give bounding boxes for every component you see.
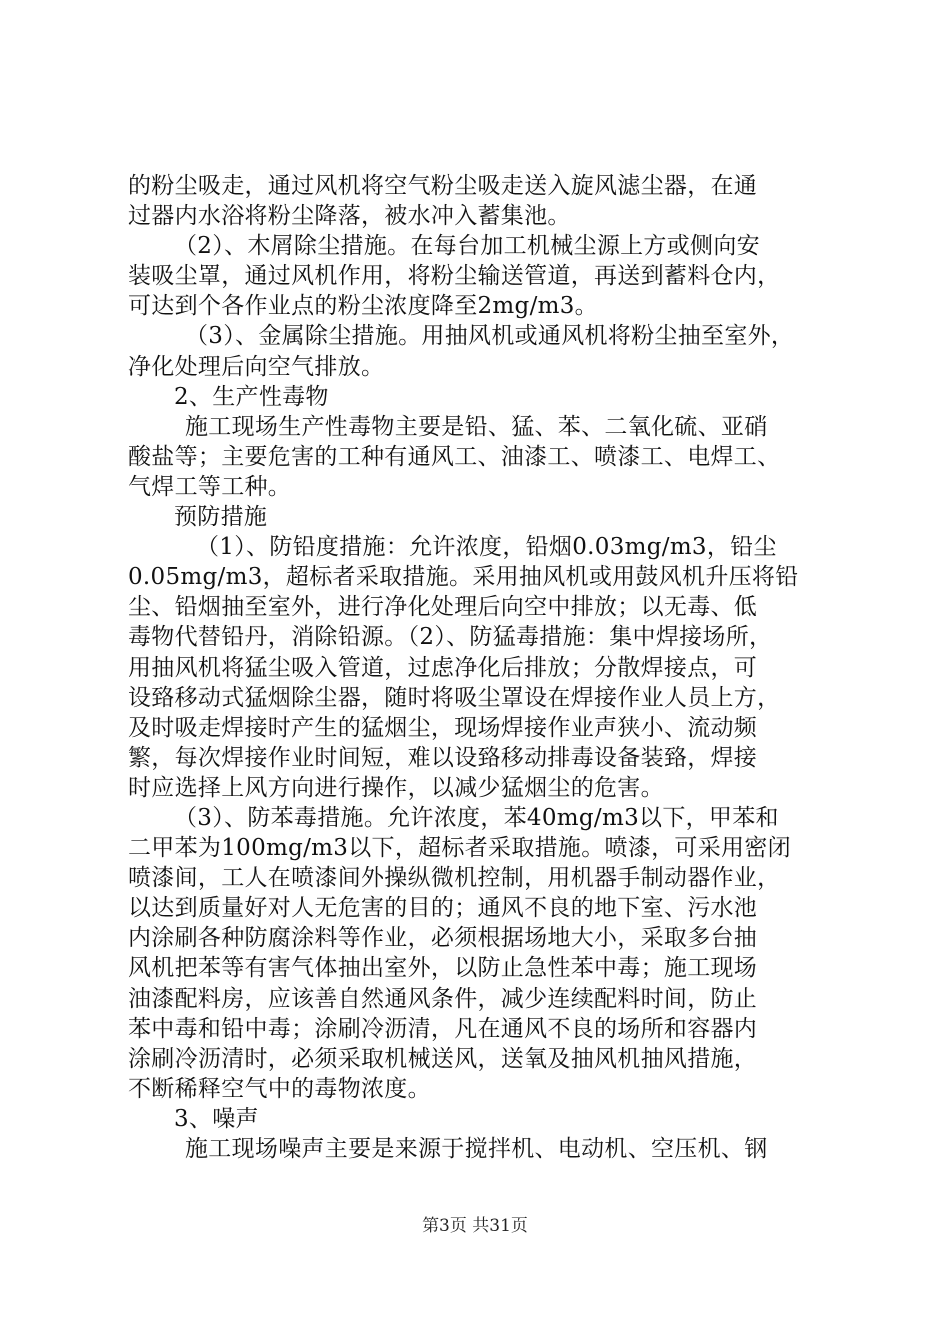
text-line: 设臵移动式猛烟除尘器，随时将吸尘罩设在焊接作业人员上方， [128,684,781,711]
text-line: 尘、铅烟抽至室外，进行净化处理后向空中排放；以无毒、低 [128,594,758,621]
text-line: （3）、金属除尘措施。用抽风机或通风机将粉尘抽至室外， [185,323,795,350]
text-line: 施工现场噪声主要是来源于搅拌机、电动机、空压机、钢 [185,1136,768,1162]
text-line: 油漆配料房，应该善自然通风条件，减少连续配料时间，防止 [128,985,758,1012]
text-line: 气焊工等工种。 [128,473,292,500]
text-line: 装吸尘罩，通过风机作用，将粉尘输送管道，再送到蓄料仓内， [128,263,781,290]
text-line: 时应选择上风方向进行操作，以减少猛烟尘的危害。 [128,774,664,801]
text-line: 的粉尘吸走，通过风机将空气粉尘吸走送入旋风滤尘器，在通 [128,173,758,199]
text-line: 内涂刷各种防腐涂料等作业，必须根据场地大小，采取多台抽 [128,925,758,952]
text-line: 苯中毒和铅中毒；涂刷冷沥清，凡在通风不良的场所和容器内 [128,1015,758,1042]
text-line: 净化处理后向空气排放。 [128,353,385,380]
page-number: 第3页 共31页 [422,1216,528,1236]
text-line: （2）、木屑除尘措施。在每台加工机械尘源上方或侧向安 [174,233,760,260]
text-line: 用抽风机将猛尘吸入管道，过虑净化后排放；分散焊接点，可 [128,654,758,681]
page-footer [0,1215,950,1237]
text-line: 0.05mg/m3，超标者采取措施。采用抽风机或用鼓风机升压将铅 [128,564,799,591]
text-line: （3）、防苯毒措施。允许浓度，苯40mg/m3以下，甲苯和 [174,804,779,831]
text-line: 过器内水浴将粉尘降落，被水冲入蓄集池。 [128,203,571,230]
text-line: 可达到个各作业点的粉尘浓度降至2mg/m3。 [128,293,598,320]
text-line: 不断稀释空气中的毒物浓度。 [128,1075,431,1102]
text-line: （1）、防铅度措施：允许浓度，铅烟0.03mg/m3，铅尘 [196,534,777,561]
text-line: 繁，每次焊接作业时间短，难以设臵移动排毒设备装臵，焊接 [128,744,758,771]
text-line: 喷漆间，工人在喷漆间外操纵微机控制，用机器手制动器作业， [128,865,781,892]
text-line: 酸盐等；主要危害的工种有通风工、油漆工、喷漆工、电焊工、 [128,443,781,470]
section-heading: 2、生产性毒物 [174,383,329,410]
text-line: 二甲苯为100mg/m3以下，超标者采取措施。喷漆，可采用密闭 [128,835,791,862]
text-line: 涂刷冷沥清时，必须采取机械送风，送氧及抽风机抽风措施， [128,1045,758,1072]
text-line: 风机把苯等有害气体抽出室外，以防止急性苯中毒；施工现场 [128,955,758,982]
document-body [128,171,838,1164]
text-line: 及时吸走焊接时产生的猛烟尘，现场焊接作业声狭小、流动频 [128,714,758,741]
text-line: 以达到质量好对人无危害的目的；通风不良的地下室、污水池 [128,895,758,922]
text-line: 施工现场生产性毒物主要是铅、猛、苯、二氧化硫、亚硝 [185,413,768,440]
text-line: 毒物代替铅丹，消除铅源。（2）、防猛毒措施：集中焊接场所， [128,624,773,651]
section-heading: 3、噪声 [174,1105,259,1132]
subsection-heading: 预防措施 [174,504,268,531]
